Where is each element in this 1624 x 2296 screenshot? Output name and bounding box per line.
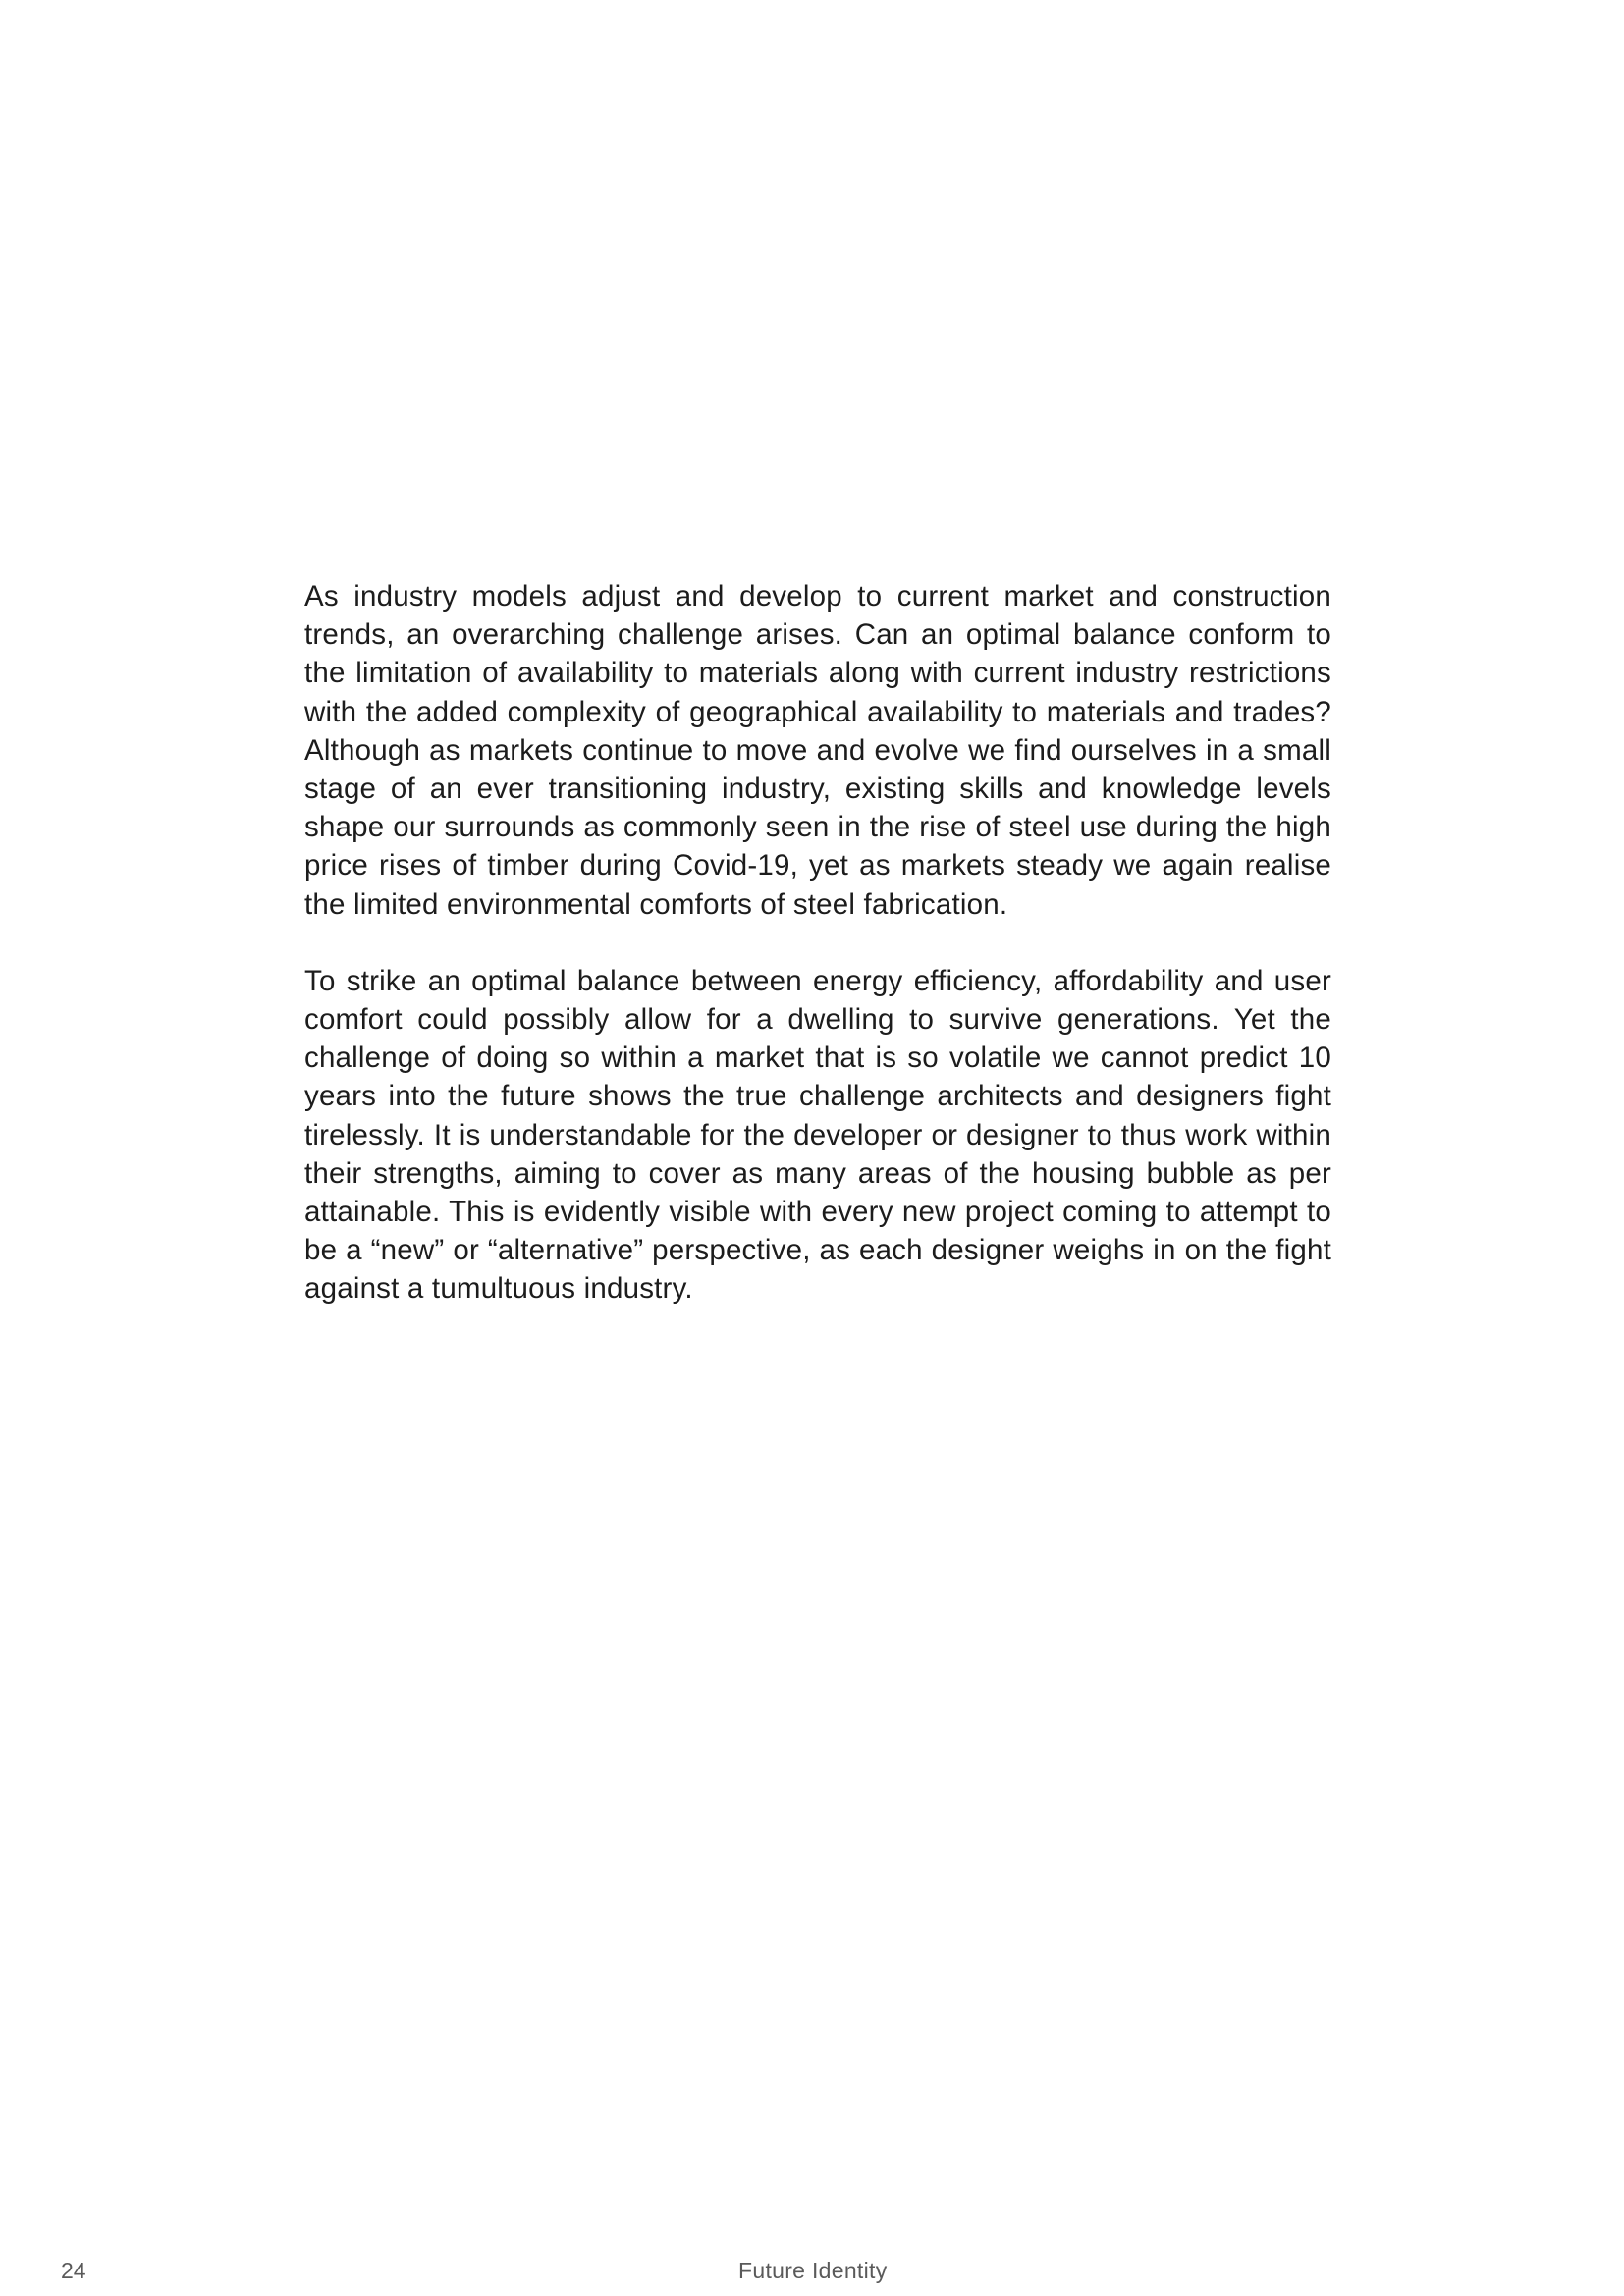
body-text — [304, 577, 1331, 1347]
page-number: 24 — [61, 2258, 86, 2283]
footer-title: Future Identity — [738, 2258, 888, 2283]
paragraph-2: To strike an optimal balance between energy efficiency, affordability and user comfort could possibly allow for a dwelling to survive generations. Yet the challenge of doing so within a market that is so volatile we cannot predict 10 years into the future shows the true challenge architects and designers fight tirelessly. It is understandable for the developer or designer to thus work within their strengths, aiming to cover as many areas of the housing bubble as per attainable. This is evidently visible with every new project coming to attempt to be a “new” or “alternative” perspective, as each designer weighs in on the fight against a tumultuous industry. — [304, 964, 1331, 1306]
paragraph-1: As industry models adjust and develop to current market and construction trends, an overarching challenge arises. Can an optimal balance conform to the limitation of availability to materials along with current industry restrictions with the added complexity of geographical availability to materials and trades? Although as markets continue to move and evolve we find ourselves in a small stage of an ever transitioning industry, existing skills and knowledge levels shape our surrounds as commonly seen in the rise of steel use during the high price rises of timber during Covid-19, yet as markets steady we again realise the limited environmental comforts of steel fabrication. — [304, 580, 1331, 921]
